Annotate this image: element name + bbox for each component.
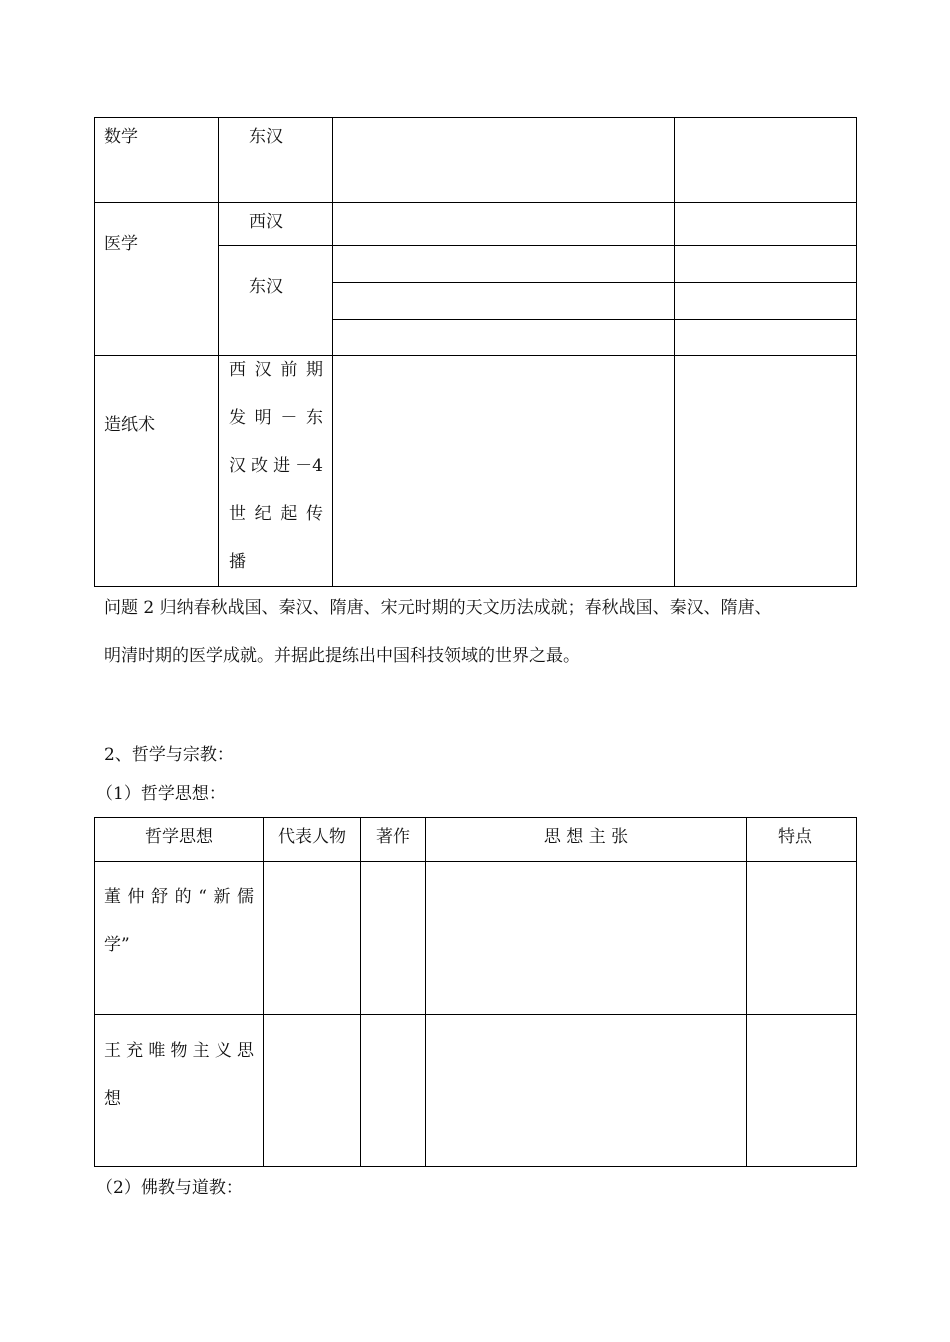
section-heading: 2、哲学与宗教： [104, 745, 234, 765]
table-cell-empty[interactable] [333, 118, 674, 202]
era-line: 世纪起传 [229, 504, 323, 524]
table-cell-empty[interactable] [333, 203, 674, 245]
era-line: 西汉前期 [229, 360, 323, 380]
table-cell-empty[interactable] [361, 862, 425, 1014]
philosophy-dong-zhongshu [104, 873, 254, 969]
subject-medicine: 医学 [104, 234, 138, 254]
table-cell-empty[interactable] [747, 862, 856, 1014]
era-papermaking [229, 346, 323, 586]
header-features: 特点 [778, 827, 812, 847]
table-cell-empty[interactable] [264, 862, 360, 1014]
era-medicine-eastern-han: 东汉 [249, 277, 283, 297]
table-cell-empty[interactable] [333, 356, 674, 586]
philosophy-line: 学” [104, 935, 130, 955]
era-math: 东汉 [249, 127, 283, 147]
table-cell-empty[interactable] [333, 246, 674, 282]
table-cell-empty[interactable] [333, 320, 674, 355]
table-cell-empty[interactable] [426, 1015, 746, 1166]
table-cell-empty[interactable] [747, 1015, 856, 1166]
philosophy-wang-chong [104, 1027, 254, 1123]
era-line: 汉改进－4 [229, 456, 323, 476]
question-2-line-1: 问题 2 归纳春秋战国、秦汉、隋唐、宋元时期的天文历法成就；春秋战国、秦汉、隋唐、 [104, 598, 772, 618]
header-ideas: 思 想 主 张 [543, 827, 629, 847]
subject-math: 数学 [104, 127, 138, 147]
table-cell-empty[interactable] [426, 862, 746, 1014]
subject-papermaking: 造纸术 [104, 415, 155, 435]
subsection-religion: （2）佛教与道教： [96, 1178, 243, 1198]
table-cell-empty[interactable] [361, 1015, 425, 1166]
table-cell-empty[interactable] [333, 283, 674, 319]
question-2-line-2: 明清时期的医学成就。并据此提练出中国科技领域的世界之最。 [104, 646, 580, 666]
table-cell-empty[interactable] [264, 1015, 360, 1166]
philosophy-line: 想 [104, 1089, 121, 1109]
header-works: 著作 [376, 827, 410, 847]
table-cell-empty[interactable] [675, 118, 856, 202]
era-line: 发明－东 [229, 408, 323, 428]
era-medicine-western-han: 西汉 [249, 212, 283, 232]
era-line: 播 [229, 552, 246, 572]
philosophy-line: 王充唯物主义思 [104, 1041, 254, 1061]
table-cell-empty[interactable] [675, 356, 856, 586]
philosophy-line: 董仲舒的“新儒 [104, 887, 254, 907]
header-representative: 代表人物 [278, 827, 346, 847]
subsection-philosophy: （1）哲学思想： [96, 784, 226, 804]
header-philosophy: 哲学思想 [145, 827, 213, 847]
